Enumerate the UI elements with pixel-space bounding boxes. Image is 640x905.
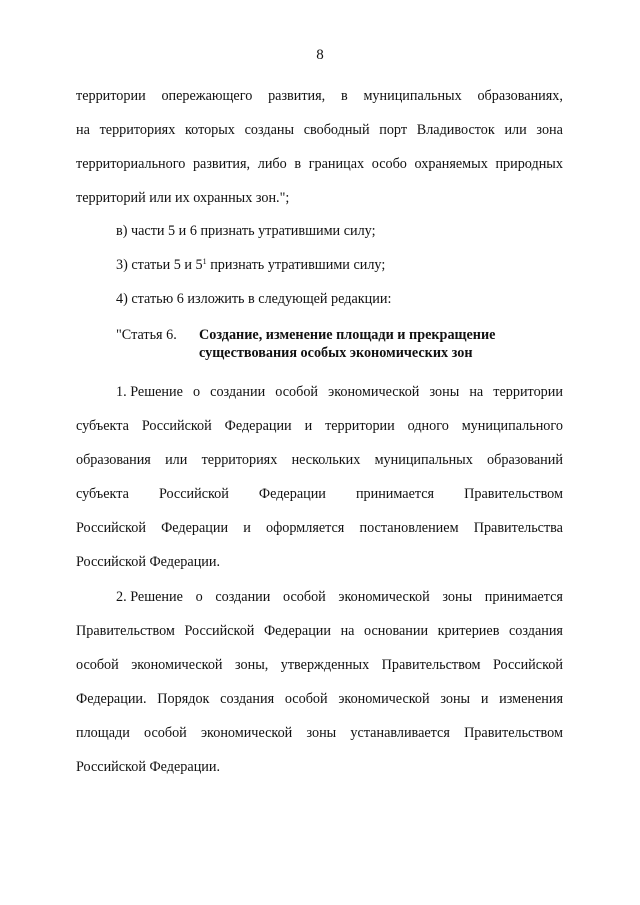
text-line [76, 375, 563, 409]
word: Правительством [464, 486, 563, 502]
paragraph-2 [76, 580, 563, 784]
word: устанавливается [350, 725, 450, 741]
word: о [192, 384, 201, 400]
word: границах [308, 156, 365, 172]
word: 1. Решение [116, 384, 183, 400]
word: принимается [484, 589, 563, 605]
word: территориального [76, 156, 186, 172]
word: или [504, 122, 527, 138]
word: утвержденных [280, 657, 370, 673]
word: особой [76, 657, 119, 673]
text-line [76, 716, 563, 750]
word: либо [257, 156, 287, 172]
word: Федерации [224, 418, 292, 434]
word: территории [325, 418, 395, 434]
word: Федерации [258, 486, 326, 502]
list-item-v: в) части 5 и 6 признать утратившими силу; [116, 223, 376, 239]
word: зоны [306, 725, 337, 741]
word: изменения [499, 691, 563, 707]
word: Федерации. [76, 691, 147, 707]
word: и [304, 418, 313, 434]
text-line [76, 409, 563, 443]
word: критериев [437, 623, 500, 639]
text-line [76, 113, 563, 147]
word: в [294, 156, 302, 172]
word: на [76, 122, 90, 138]
word: зона [536, 122, 563, 138]
word: муниципальных [363, 88, 462, 104]
word: особой [283, 589, 326, 605]
word: и [243, 520, 251, 536]
word: Российской [493, 657, 563, 673]
article-title-line: Создание, изменение площади и прекращение [199, 327, 496, 343]
word: Правительства [473, 520, 563, 536]
text-line [76, 648, 563, 682]
list-item-3-text: 3) статьи 5 и 5 [116, 257, 203, 273]
word: Федерации [161, 520, 229, 536]
word: Правительством [76, 623, 175, 639]
word: создания [220, 691, 275, 707]
word: территории [493, 384, 563, 400]
word: образований [487, 452, 563, 468]
word: о [195, 589, 203, 605]
word: опережающего [161, 88, 253, 104]
word: муниципального [461, 418, 563, 434]
article-label: "Статья 6. [116, 327, 177, 343]
text-line [76, 511, 563, 545]
word: на [469, 384, 484, 400]
text-line [76, 147, 563, 181]
word: Российской [184, 623, 255, 639]
text-line [76, 79, 563, 113]
word: развития, [268, 88, 326, 104]
word: которых [185, 122, 235, 138]
word: Российской [141, 418, 212, 434]
text-line [76, 580, 563, 614]
word: зоны, [234, 657, 269, 673]
word: территории [76, 88, 146, 104]
word: экономической [200, 725, 293, 741]
text-line: территорий или их охранных зон."; [76, 190, 290, 206]
word: Российской [76, 520, 146, 536]
word: зоны [442, 589, 473, 605]
word: субъекта [76, 418, 129, 434]
list-item-3 [116, 256, 385, 274]
article-title [199, 326, 559, 362]
word: одного [407, 418, 449, 434]
word: муниципальных [374, 452, 473, 468]
word: оформляется [266, 520, 345, 536]
page-number: 8 [316, 47, 324, 63]
word: особой [275, 384, 319, 400]
word: зоны [440, 691, 471, 707]
word: экономической [131, 657, 223, 673]
word: принимается [355, 486, 435, 502]
word: экономической [338, 691, 430, 707]
word: экономической [338, 589, 430, 605]
word: особой [284, 691, 328, 707]
word: Владивосток [416, 122, 495, 138]
text-line [76, 443, 563, 477]
list-item-4: 4) статью 6 изложить в следующей редакции: [116, 291, 392, 307]
word: нескольких [291, 452, 361, 468]
list-item-3-tail: признать утратившими силу; [206, 257, 386, 273]
word: площади [76, 725, 130, 741]
word: природных [495, 156, 563, 172]
text-line: Российской Федерации. [76, 554, 221, 570]
word: создании [210, 384, 266, 400]
article-title-line: существования особых экономических зон [199, 345, 473, 361]
word: охраняемых [414, 156, 488, 172]
text-line [76, 614, 563, 648]
word: создании [215, 589, 271, 605]
word: на [340, 623, 355, 639]
word: порт [379, 122, 408, 138]
word: созданы [244, 122, 294, 138]
word: постановлением [359, 520, 459, 536]
word: Правительством [464, 725, 563, 741]
word: 2. Решение [116, 589, 183, 605]
word: в [340, 88, 348, 104]
word: Порядок [157, 691, 210, 707]
word: экономической [328, 384, 420, 400]
word: зоны [429, 384, 460, 400]
word: Правительством [381, 657, 481, 673]
word: Российской [158, 486, 229, 502]
superscript: 1 [202, 257, 207, 266]
word: Федерации [263, 623, 331, 639]
word: образования [76, 452, 151, 468]
word: развития, [192, 156, 251, 172]
word: особой [144, 725, 187, 741]
word: и [480, 691, 489, 707]
text-line [76, 682, 563, 716]
word: субъекта [76, 486, 129, 502]
text-line [76, 477, 563, 511]
text-line: Российской Федерации. [76, 759, 221, 775]
word: основании [364, 623, 429, 639]
word: территориях [201, 452, 278, 468]
word: создания [508, 623, 563, 639]
word: территориях [99, 122, 176, 138]
paragraph-1 [76, 375, 563, 579]
word: свободный [303, 122, 370, 138]
word: или [165, 452, 188, 468]
word: особо [371, 156, 407, 172]
continuation-paragraph [76, 79, 563, 215]
word: образованиях, [477, 88, 563, 104]
